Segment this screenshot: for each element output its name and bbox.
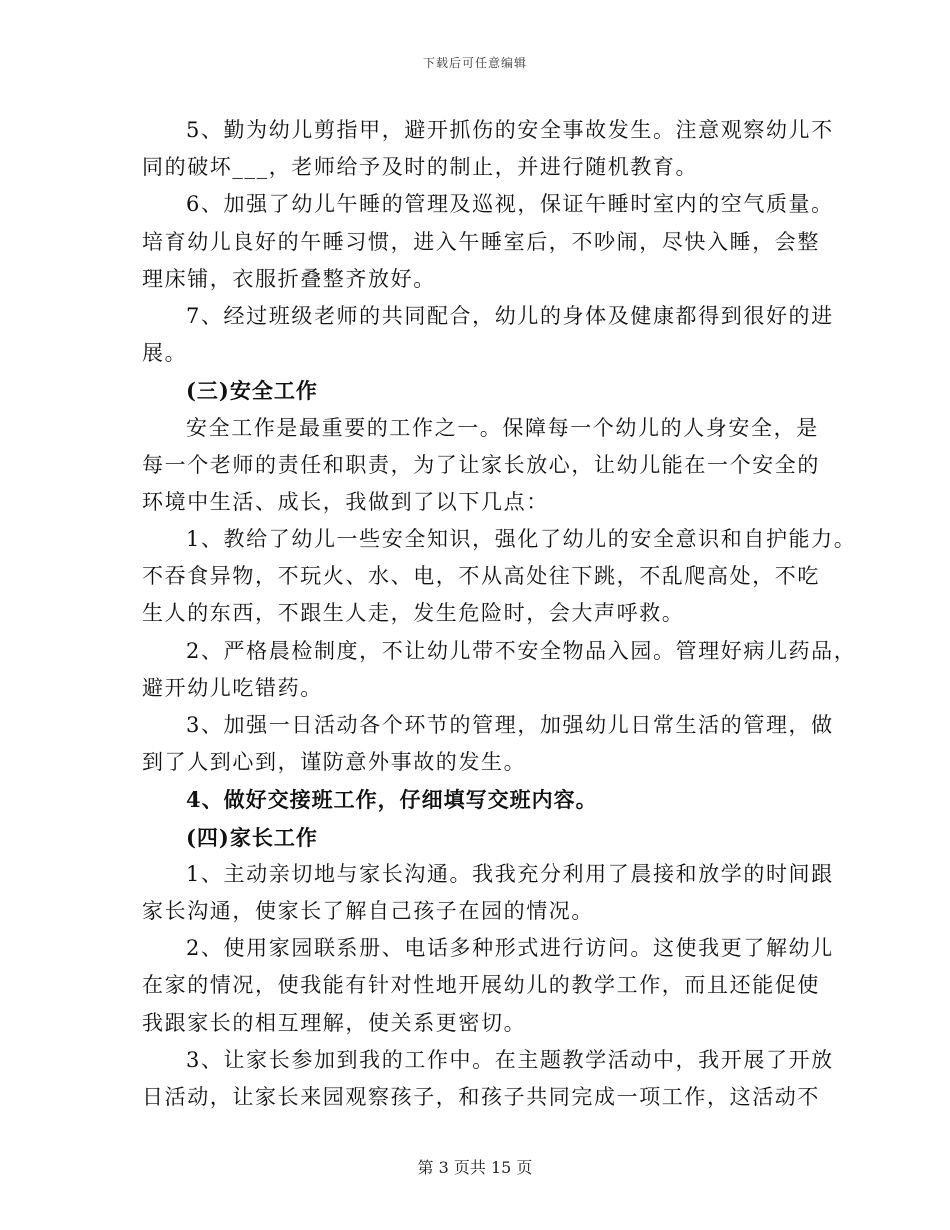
page-footer: 第 3 页共 15 页 (417, 1158, 533, 1177)
document-body (142, 112, 857, 1116)
paragraph-line: 日活动，让家长来园观察孩子，和孩子共同完成一项工作，这活动不 (142, 1084, 820, 1109)
paragraph-line: 培育幼儿良好的午睡习惯，进入午睡室后，不吵闹，尽快入睡，会整 (142, 229, 820, 254)
paragraph-line: 安全工作是最重要的工作之一。保障每一个幼儿的人身安全，是 (186, 415, 819, 440)
paragraph-line: 环境中生活、成长，我做到了以下几点： (142, 489, 549, 514)
paragraph-line: 6、加强了幼儿午睡的管理及巡视，保证午睡时室内的空气质量。 (186, 192, 834, 217)
paragraph-line: 1、教给了幼儿一些安全知识，强化了幼儿的安全意识和自护能力。 (186, 527, 857, 552)
paragraph-line: 同的破坏___，老师给予及时的制止，并进行随机教育。 (142, 155, 699, 180)
paragraph-line: 3、加强一日活动各个环节的管理，加强幼儿日常生活的管理，做 (186, 713, 834, 737)
paragraph-line: 家长沟通，使家长了解自己孩子在园的情况。 (142, 898, 594, 923)
section-heading: (四)家长工作 (186, 824, 318, 850)
section-heading: (三)安全工作 (186, 378, 318, 404)
bold-paragraph-line: 4、做好交接班工作，仔细填写交班内容。 (186, 787, 598, 813)
paragraph-line: 展。 (142, 341, 188, 366)
paragraph-line: 在家的情况，使我能有针对性地开展幼儿的教学工作，而且还能促使 (142, 973, 820, 998)
paragraph-line: 理床铺，衣服折叠整齐放好。 (142, 266, 436, 291)
paragraph-line: 3、让家长参加到我的工作中。在主题教学活动中，我开展了开放 (186, 1047, 834, 1072)
paragraph-line: 2、使用家园联系册、电话多种形式进行访问。这使我更了解幼儿 (186, 936, 834, 961)
paragraph-line: 1、主动亲切地与家长沟通。我我充分利用了晨接和放学的时间跟 (186, 861, 834, 886)
paragraph-line: 2、严格晨检制度，不让幼儿带不安全物品入园。管理好病儿药品， (186, 638, 857, 663)
paragraph-line: 5、勤为幼儿剪指甲，避开抓伤的安全事故发生。注意观察幼儿不 (186, 118, 834, 142)
paragraph-line: 到了人到心到，谨防意外事故的发生。 (142, 750, 527, 775)
paragraph-line: 我跟家长的相互理解，使关系更密切。 (142, 1010, 527, 1035)
page-header: 下载后可任意编辑 (422, 56, 527, 70)
paragraph-line: 不吞食异物，不玩火、水、电，不从高处往下跳，不乱爬高处，不吃 (142, 564, 820, 589)
paragraph-line: 避开幼儿吃错药。 (142, 675, 323, 700)
paragraph-line: 7、经过班级老师的共同配合，幼儿的身体及健康都得到很好的进 (186, 303, 834, 328)
paragraph-line: 每一个老师的责任和职责，为了让家长放心，让幼儿能在一个安全的 (142, 452, 820, 477)
paragraph-line: 生人的东西，不跟生人走，发生危险时，会大声呼救。 (142, 601, 685, 626)
